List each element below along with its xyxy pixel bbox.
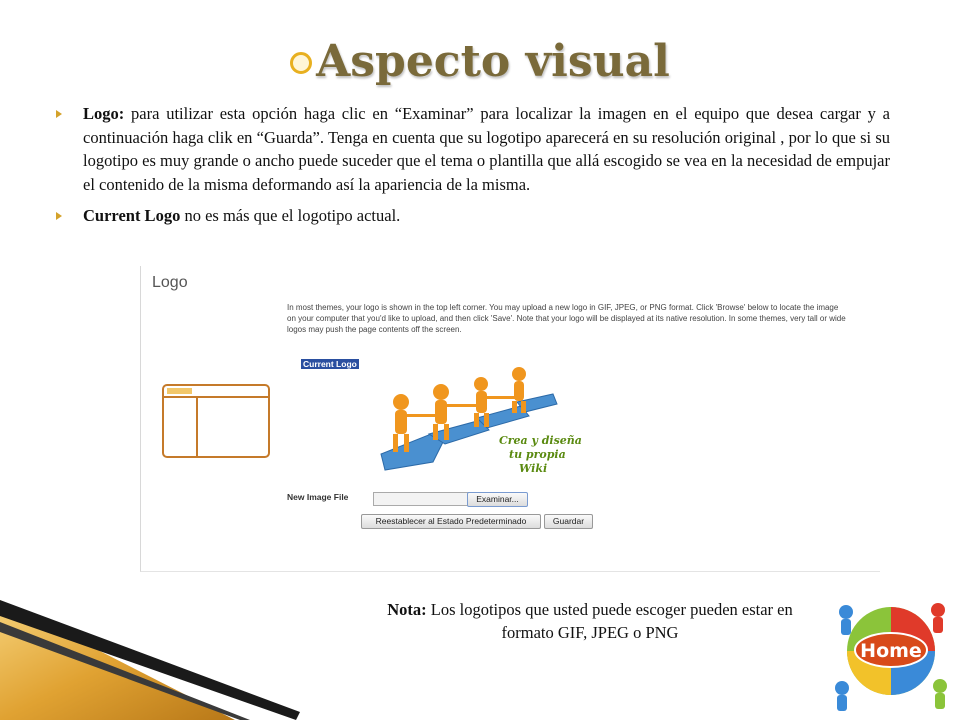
home-puzzle-icon (826, 586, 956, 716)
note-body: Los logotipos que usted puede escoger pueden estar en formato GIF, JPEG o PNG (426, 600, 793, 642)
bullet-lead: Current Logo (83, 206, 181, 225)
page-title: Aspecto visual (0, 36, 960, 87)
home-label: Home (860, 640, 922, 662)
decorative-swoosh (0, 560, 320, 720)
reset-default-button[interactable]: Reestablecer al Estado Predeterminado (361, 514, 541, 529)
bullet-text: para utilizar esta opción haga clic en “Examinar” para localizar la imagen en el equipo que desea cargar y a continuación haga clik en “Guarda”. Tenga en cuenta que su logotipo aparecerá en su resolución original , por lo que si su logotipo es muy grande o ancho puede suceder que el tema o plantilla que allá escogido se vea en la necesidad de empujar el contenido de la misma deformando así la apariencia de la misma. (83, 104, 890, 194)
logo-help-text: In most themes, your logo is shown in the top left corner. You may upload a new logo in GIF, JPEG, or PNG format. Click 'Browse' below to locate the image on your computer that you'd like to upload, and then click 'Save'. Note that your logo will be displayed at its native resolution. In some themes, very tall or wide logos may push the page contents off the screen. (287, 303, 846, 334)
logo-caption (499, 434, 582, 475)
logo-caption-line: Crea y diseña (499, 434, 582, 447)
save-button[interactable]: Guardar (544, 514, 593, 529)
current-logo-image (371, 362, 591, 482)
wireframe-sidebar (196, 396, 198, 456)
bullet-text: no es más que el logotipo actual. (180, 206, 401, 225)
logo-section-heading: Logo (152, 274, 188, 291)
note-text (370, 598, 810, 644)
embedded-screenshot (140, 266, 880, 572)
new-image-file-label: New Image File (287, 492, 349, 502)
current-logo-label: Current Logo (303, 359, 357, 369)
home-button[interactable] (826, 586, 956, 716)
logo-caption-line: Wiki (519, 462, 548, 475)
theme-wireframe-icon (162, 384, 270, 458)
bullet-list (56, 102, 890, 236)
arrow-bullet-icon (56, 110, 62, 118)
note-lead: Nota: (387, 600, 427, 619)
bullet-logo (56, 102, 890, 196)
arrow-bullet-icon (56, 212, 62, 220)
logo-caption-line: tu propia (509, 448, 566, 461)
wireframe-tab (167, 388, 192, 394)
title-bullet-icon (290, 52, 312, 74)
bullet-lead: Logo: (83, 104, 125, 123)
bullet-current-logo (56, 204, 890, 228)
browse-button[interactable]: Examinar... (467, 492, 528, 507)
wireframe-header (164, 396, 268, 398)
file-path-field[interactable] (373, 492, 469, 506)
